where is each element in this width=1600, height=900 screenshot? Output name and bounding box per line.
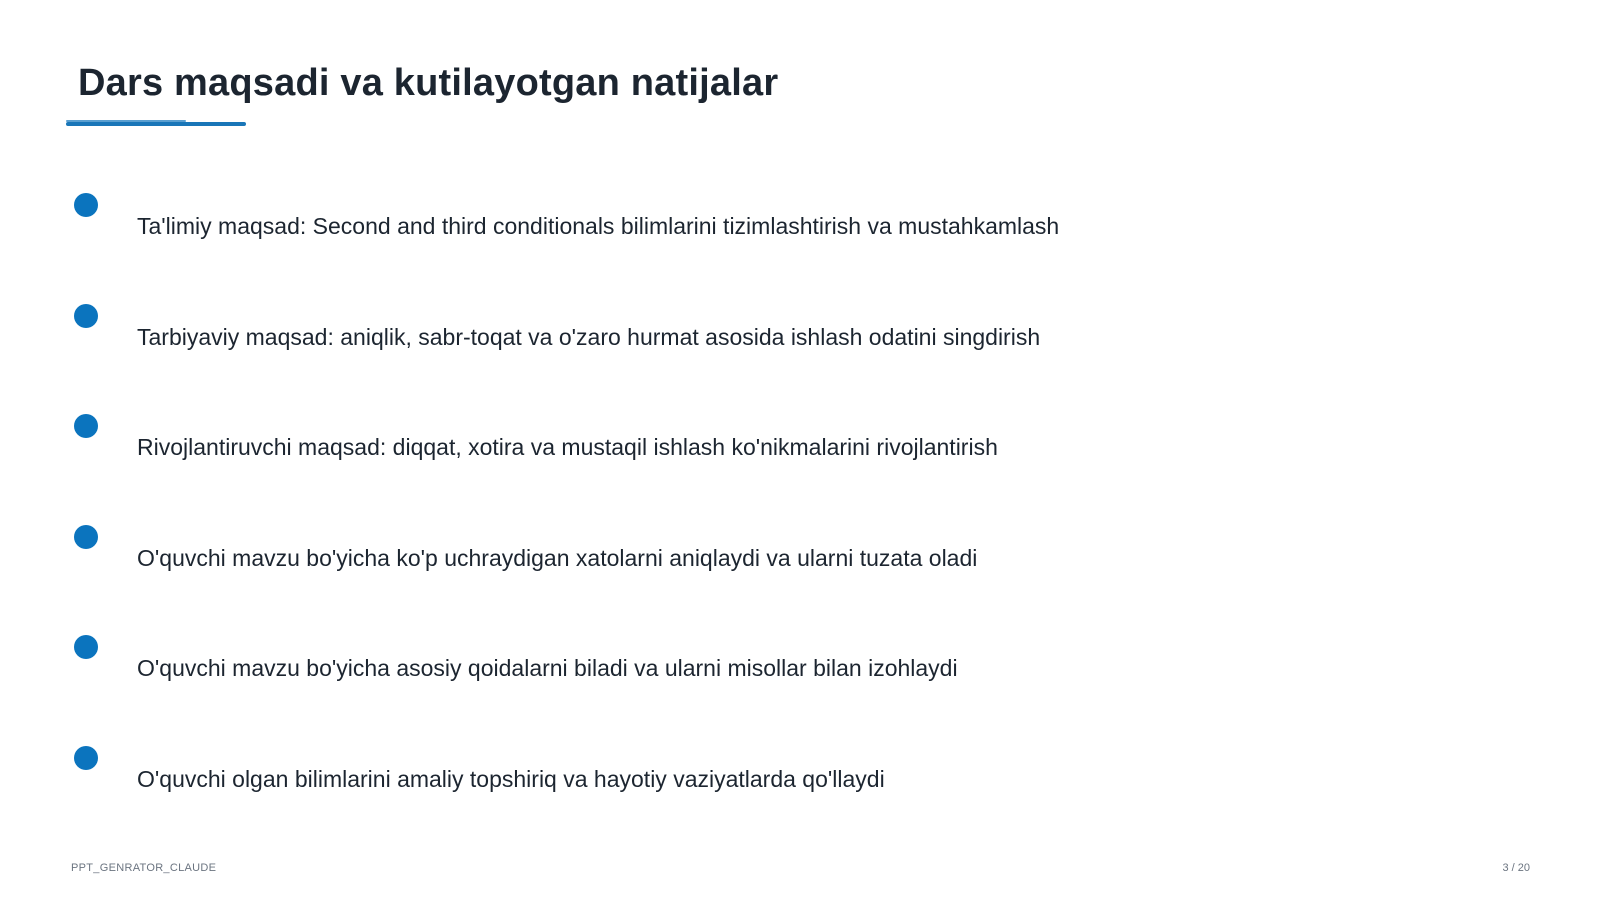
bullet-text: O'quvchi mavzu bo'yicha ko'p uchraydigan xatolarni aniqlaydi va ularni tuzata oladi <box>137 545 978 571</box>
bullet-dot-icon <box>74 746 98 770</box>
bullet-dot-icon <box>74 304 98 328</box>
bullet-text: Tarbiyaviy maqsad: aniqlik, sabr-toqat va o'zaro hurmat asosida ishlash odatini singdirish <box>137 324 1041 350</box>
slide-title: Dars maqsadi va kutilayotgan natijalar <box>78 62 779 104</box>
list-item <box>0 304 1600 364</box>
list-item <box>0 746 1600 806</box>
bullet-text: Ta'limiy maqsad: Second and third conditionals bilimlarini tizimlashtirish va mustahkamlash <box>137 213 1060 239</box>
bullet-dot-icon <box>74 414 98 438</box>
bullet-dot-icon <box>74 525 98 549</box>
bullet-dot-icon <box>74 635 98 659</box>
list-item <box>0 635 1600 695</box>
bullet-text: Rivojlantiruvchi maqsad: diqqat, xotira va mustaqil ishlash ko'nikmalarini rivojlantirish <box>137 434 998 460</box>
list-item <box>0 414 1600 474</box>
page-indicator: 3 / 20 <box>1502 862 1530 874</box>
list-item <box>0 525 1600 585</box>
bullet-text: O'quvchi mavzu bo'yicha asosiy qoidalarni biladi va ularni misollar bilan izohlaydi <box>137 655 958 681</box>
list-item <box>0 193 1600 253</box>
bullet-dot-icon <box>74 193 98 217</box>
bullet-text: O'quvchi olgan bilimlarini amaliy topshiriq va hayotiy vaziyatlarda qo'llaydi <box>137 766 885 792</box>
footer-label: PPT_GENRATOR_CLAUDE <box>71 862 217 874</box>
